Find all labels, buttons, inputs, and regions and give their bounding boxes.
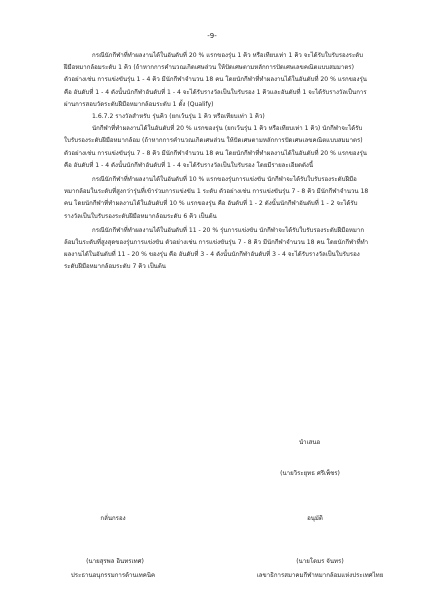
paragraph-top11-20: กรณีนักกีฬาที่ทำผลงานได้ในอันดับที่ 11 - 20 % รุ่นการแข่งขัน นักกีฬาจะได้รับใบรับรองระดับฝีมือหมากล้อมในระดับที่สูงสุดของรุ่นการแข่งขัน ตัวอย่างเช่น การแข่งขันรุ่น 7 - 8 คิว มีนักกีฬาจำนวน 18 คน โดยนักกีฬาที่ทำผลงานได้ในอันดับที่ 11 - 20 % ของรุ่น คือ อันดับที่ 3 - 4 ดังนั้นนักกีฬาอันดับที่ 3 - 4 จะได้รับรางวัลเป็นใบรับรองระดับฝีมือหมากล้อมระดับ 7 คิว เป็นต้น xyxy=(64,226,369,271)
subheading-kyu-awards: 1.6.7.2 รางวัลสำหรับ รุ่นคิว (ยกเว้นรุ่น 1 คิว หรือเทียบเท่า 1 คิว) xyxy=(92,113,265,121)
paragraph-rule-1kyu: กรณีนักกีฬาที่ทำผลงานได้ในอันดับที่ 20 % แรกของรุ่น 1 คิว หรือเทียบเท่า 1 คิว จะได้รับใบรับรองระดับฝีมือหมากล้อมระดับ 1 คิว (ถ้าหากการคำนวณเกิดเศษส่วน ให้ปัดเศษตามหลักการปัดเศษเลขคณิตแบบสมมาตร) ตัวอย่างเช่น การแข่งขันรุ่น 1 - 4 คิว มีนักกีฬาจำนวน 18 คน โดยนักกีฬาที่ทำผลงานได้ในอันดับที่ 20 % แรกของรุ่น คือ อันดับที่ 1 - 4 ดังนั้นนักกีฬาอันดับที่ 1 - 4 จะได้รับรางวัลเป็นใบรับรอง 1 คิวและอันดับที่ 1 จะได้รับรางวัลเป็นการผ่านการสอบวัดระดับฝีมือหมากล้อมระดับ 1 ดั้ง (Qualify) xyxy=(64,52,367,108)
right-signer-title: เลขาธิการสมาคมกีฬาหมากล้อมแห่งประเทศไทย xyxy=(256,572,384,579)
approved-label: อนุมัติ xyxy=(307,515,323,522)
paragraph-kyu-awards: นักกีฬาที่ทำผลงานได้ในอันดับที่ 20 % แรกของรุ่น (ยกเว้นรุ่น 1 คิว หรือเทียบเท่า 1 คิว) นักกีฬาจะได้รับใบรับรองระดับฝีมือหมากล้อม (ถ้าหากการคำนวณเกิดเศษส่วน ให้ปัดเศษตามหลักการปัดเศษเลขคณิตแบบสมมาตร) ตัวอย่างเช่น การแข่งขันรุ่น 7 - 8 คิว มีนักกีฬาจำนวน 18 คน โดยนักกีฬาที่ทำผลงานได้ในอันดับที่ 20 % แรกของรุ่น คือ อันดับที่ 1 - 4 ดังนั้นนักกีฬาอันดับที่ 1 - 4 จะได้รับรางวัลเป็นใบรับรอง โดยมีรายละเอียดดังนี้ xyxy=(64,125,367,169)
screened-label: กลั่นกรอง xyxy=(100,515,126,522)
paragraph-top10: กรณีนักกีฬาที่ทำผลงานได้ในอันดับที่ 10 % แรกของรุ่นการแข่งขัน นักกีฬาจะได้รับใบรับรองระดับฝีมือหมากล้อมในระดับที่สูงกว่ารุ่นที่เข้าร่วมการแข่งขัน 1 ระดับ ตัวอย่างเช่น การแข่งขันรุ่น 7 - 8 คิว มีนักกีฬาจำนวน 18 คน โดยนักกีฬาที่ทำผลงานได้ในอันดับที่ 10 % แรกของรุ่น คือ อันดับที่ 1 - 2 ดังนั้นนักกีฬาอันดับที่ 1 - 2 จะได้รับรางวัลเป็นใบรับรองระดับฝีมือหมากล้อมระดับ 6 คิว เป็นต้น xyxy=(64,176,369,220)
proposer-label: นำเสนอ xyxy=(299,439,321,446)
page-number: -9- xyxy=(207,32,217,40)
document-body xyxy=(64,50,369,274)
proposer-name: (นายวิระยุทธ ศรีเพ็ชร) xyxy=(280,470,340,477)
left-signer-title: ประธานอนุกรรมการด้านเทคนิค xyxy=(70,572,156,579)
right-signer-name: (นายโดมร จันทร) xyxy=(296,558,344,565)
left-signer-name: (นายสุรพล อินทรเทศ) xyxy=(86,558,144,565)
